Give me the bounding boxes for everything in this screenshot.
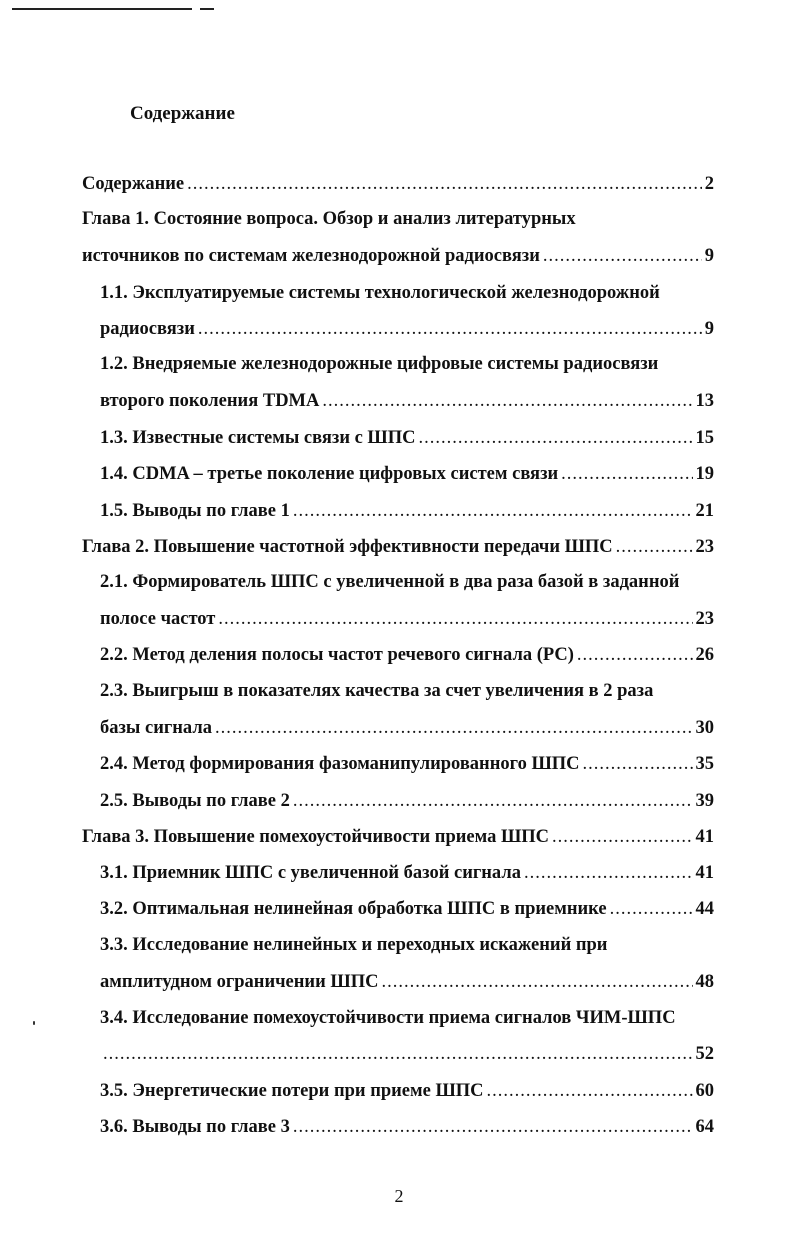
toc-entry: 3.5. Энергетические потери при приеме ШПС ..... 60 (100, 1079, 714, 1103)
toc-entry: радиосвязи ..... 9 (100, 317, 714, 341)
toc-entry: 3.1. Приемник ШПС с увеличенной базой сигнала ..... 41 (100, 861, 714, 885)
toc-entry: 1.2. Внедряемые железнодорожные цифровые системы радиосвязи (100, 354, 659, 374)
toc-entry: ..... 52 (100, 1042, 714, 1066)
scan-speck (33, 1021, 35, 1025)
toc-entry: 2.5. Выводы по главе 2 ..... 39 (100, 789, 714, 813)
toc-entry: 2.3. Выигрыш в показателях качества за счет увеличения в 2 раза (100, 681, 654, 701)
toc-entry: 2.4. Метод формирования фазоманипулированного ШПС ..... 35 (100, 752, 714, 776)
toc-entry: амплитудном ограничении ШПС ..... 48 (100, 970, 714, 994)
toc-entry: 1.1. Эксплуатируемые системы технологической железнодорожной (100, 283, 660, 303)
toc-entry: 2.2. Метод деления полосы частот речевого сигнала (РС) ..... 26 (100, 643, 714, 667)
page-number: 2 (394, 1186, 404, 1206)
toc-entry: базы сигнала ..... 30 (100, 716, 714, 740)
toc-entry: Содержание ..... 2 (82, 172, 714, 196)
toc-entry: 3.3. Исследование нелинейных и переходных искажений при (100, 935, 608, 955)
top-rule-left (12, 8, 192, 10)
toc-entry: 1.3. Известные системы связи с ШПС ..... 15 (100, 426, 714, 450)
toc-entry: 3.2. Оптимальная нелинейная обработка ШПС в приемнике ..... 44 (100, 897, 714, 921)
toc-entry: Глава 3. Повышение помехоустойчивости приема ШПС ..... 41 (82, 825, 714, 849)
toc-entry: второго поколения TDMA ..... 13 (100, 389, 714, 413)
toc-entry: Глава 1. Состояние вопроса. Обзор и анализ литературных (82, 209, 576, 229)
toc-entry: источников по системам железнодорожной радиосвязи ..... 9 (82, 244, 714, 268)
toc-entry: 1.4. CDMA – третье поколение цифровых систем связи ..... 19 (100, 462, 714, 486)
toc-entry: 3.4. Исследование помехоустойчивости приема сигналов ЧИМ-ШПС (100, 1008, 676, 1028)
top-rule-right (200, 8, 214, 10)
toc-entry: 2.1. Формирователь ШПС с увеличенной в два раза базой в заданной (100, 572, 680, 592)
toc-entry: 1.5. Выводы по главе 1 ..... 21 (100, 499, 714, 523)
toc-entry: Глава 2. Повышение частотной эффективности передачи ШПС ..... 23 (82, 535, 714, 559)
page-title: Содержание (130, 103, 235, 124)
toc-entry: полосе частот ..... 23 (100, 607, 714, 631)
toc-entry: 3.6. Выводы по главе 3 ..... 64 (100, 1115, 714, 1139)
